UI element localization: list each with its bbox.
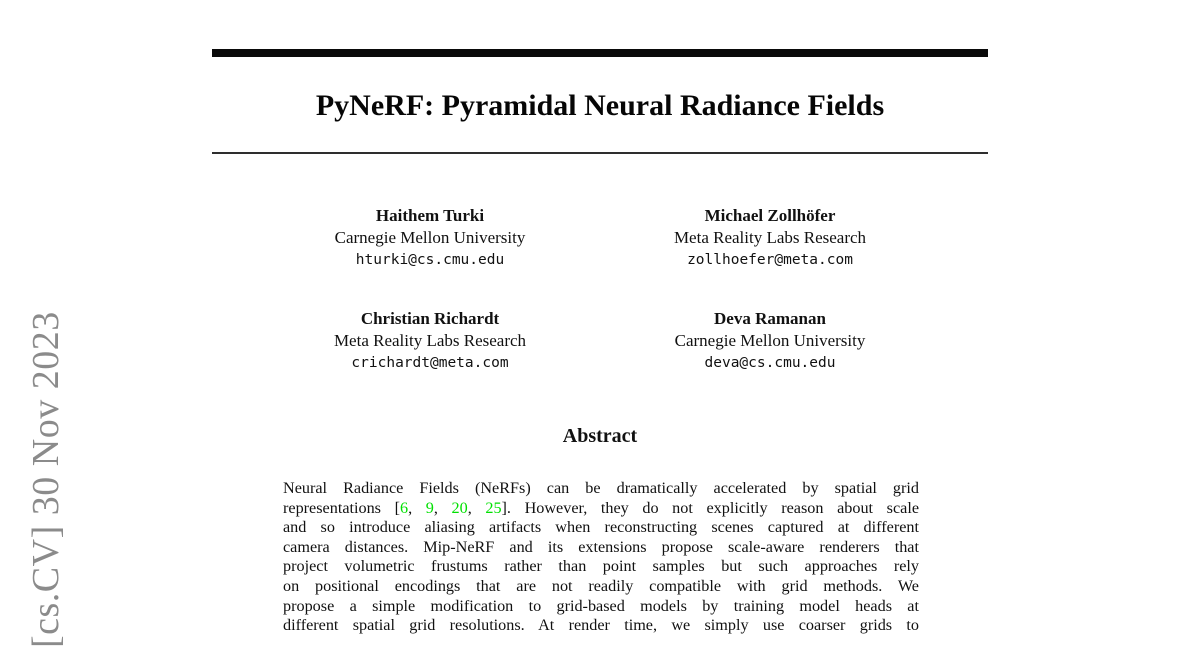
author-name: Haithem Turki	[375, 206, 485, 225]
abstract-text-segment: and so introduce aliasing artifacts when reconstructing scenes captured at different	[283, 518, 919, 537]
arxiv-stamp: [cs.CV] 30 Nov 2023	[25, 311, 67, 648]
author-name: Christian Richardt	[360, 309, 500, 328]
abstract-text-segment: camera distances. Mip-NeRF and its extensions propose scale-aware renderers that	[283, 537, 919, 556]
abstract-text-segment: ,	[467, 498, 486, 517]
author-name: Deva Ramanan	[714, 309, 826, 328]
author-affiliation: Meta Reality Labs Research	[673, 228, 867, 247]
abstract-line	[283, 577, 919, 597]
abstract-text-segment: different spatial grid resolutions. At render time, we simply use coarser grids to	[283, 616, 919, 635]
author-name: Michael Zollhöfer	[704, 206, 836, 225]
abstract-text-segment: ,	[433, 498, 452, 517]
abstract-line	[283, 557, 919, 577]
paper-title: PyNeRF: Pyramidal Neural Radiance Fields	[315, 89, 885, 122]
author-affiliation: Carnegie Mellon University	[334, 228, 526, 247]
citation-link[interactable]: 25	[485, 498, 502, 517]
citation-link[interactable]: 9	[425, 498, 434, 517]
abstract-line	[283, 518, 919, 538]
author-email: zollhoefer@meta.com	[687, 252, 853, 268]
abstract-text-segment: ,	[408, 498, 426, 517]
citation-link[interactable]: 6	[400, 498, 409, 517]
author-block	[600, 205, 940, 271]
abstract-text-segment: Neural Radiance Fields (NeRFs) can be dramatically accelerated by spatial grid	[283, 479, 919, 497]
abstract-text-segment: ]. However, they do not explicitly reason about scale	[501, 498, 920, 517]
abstract-line	[283, 597, 919, 617]
author-block	[600, 308, 940, 374]
citation-link[interactable]: 20	[451, 498, 468, 517]
abstract-line	[283, 616, 919, 636]
author-affiliation: Meta Reality Labs Research	[333, 331, 527, 350]
abstract-text-segment: project volumetric frustums rather than point samples but such approaches rely	[283, 557, 919, 576]
abstract-line	[283, 538, 919, 558]
title-rule-top	[212, 49, 988, 57]
abstract-heading: Abstract	[562, 425, 638, 447]
abstract-text-segment: representations [	[283, 498, 400, 517]
abstract-text	[283, 479, 919, 636]
author-grid	[260, 205, 940, 374]
abstract-line	[283, 499, 919, 519]
abstract-text-segment: propose a simple modification to grid-based models by training model heads at	[283, 596, 919, 615]
abstract-text-segment: on positional encodings that are not readily compatible with grid methods. We	[283, 576, 919, 595]
author-email: hturki@cs.cmu.edu	[355, 252, 505, 268]
abstract-line	[283, 479, 919, 499]
author-affiliation: Carnegie Mellon University	[674, 331, 866, 350]
title-rule-bottom	[212, 152, 988, 154]
author-email: deva@cs.cmu.edu	[704, 355, 836, 371]
author-block	[260, 308, 600, 374]
author-block	[260, 205, 600, 271]
author-email: crichardt@meta.com	[351, 355, 509, 371]
